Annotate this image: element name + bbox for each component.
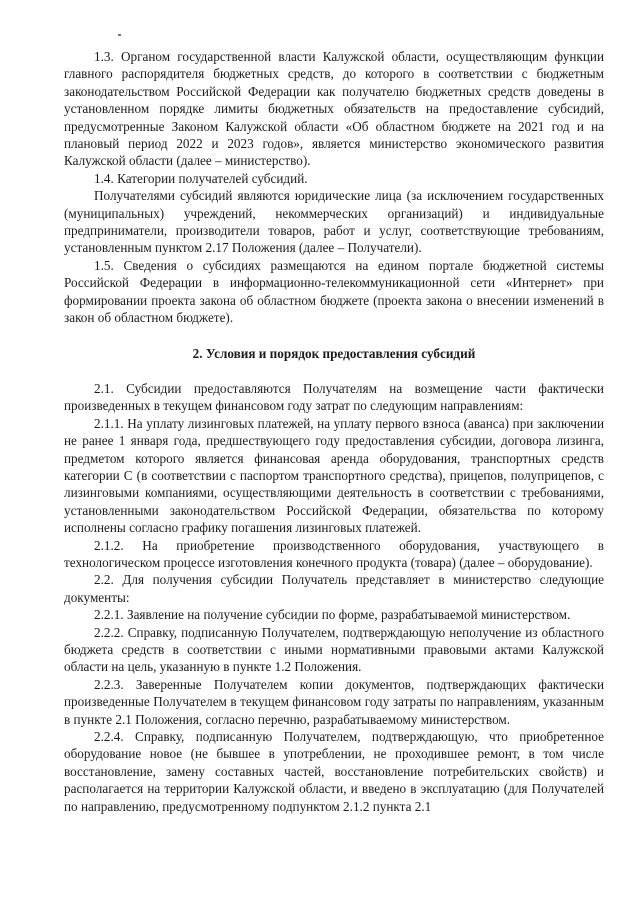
paragraph-2-1-1: 2.1.1. На уплату лизинговых платежей, на уплату первого взноса (аванса) при заключении не ранее 1 января года, предшествующего году предоставления субсидии, договора лизинга, предметом которого является финансовая аренда оборудования, транспортных средств категории С (в соответствии с паспортом транспортного средства), прицепов, полуприцепов, с лизинговыми компаниями, осуществляющими деятельность в соответствии с требованиями, установленными законодательством Российской Федерации, обязательства по которому исполнены согласно графику погашения лизинговых платежей. bbox=[64, 415, 604, 536]
paragraph-1-3: 1.3. Органом государственной власти Калужской области, осуществляющим функции главного распорядителя бюджетных средств, до которого в соответствии с бюджетным законодательством Российской Федерации как получателю бюджетных средств доведены в установленном порядке лимиты бюджетных обязательств на предоставление субсидий, предусмотренные Законом Калужской области «Об областном бюджете на 2021 год и на плановый период 2022 и 2023 годов», является министерство экономического развития Калужской области (далее – министерство). bbox=[64, 49, 604, 169]
paragraph-2-1-2: 2.1.2. На приобретение производственного оборудования, участвующего в технологическом процессе изготовления конечного продукта (товара) (далее – оборудование). bbox=[64, 537, 604, 570]
paragraph-2-2-4: 2.2.4. Справку, подписанную Получателем, подтверждающую, что приобретенное оборудование новое (не бывшее в употреблении, не проходившее ремонт, в том числе восстановление, замену составных частей, восстановление потребительских свойств) и располагается на территории Калужской области, и введено в эксплуатацию (для Получателей по направлению, предусмотренному подпунктом 2.1.2 пункта 2.1 bbox=[64, 729, 604, 814]
paragraph-2-1: 2.1. Субсидии предоставляются Получателям на возмещение части фактически произведенных в текущем финансовом году затрат по следующим направлениям: bbox=[64, 380, 604, 414]
paragraph-2-2-3: 2.2.3. Заверенные Получателем копии документов, подтверждающих фактически произведенные Получателем в текущем финансовом году затраты по направлениям, указанным в пункте 2.1 Положения, согласно перечню, разрабатываемому министерством. bbox=[64, 676, 604, 727]
paragraph-1-5: 1.5. Сведения о субсидиях размещаются на едином портале бюджетной системы Российской Федерации в информационно-телекоммуникационной сети «Интернет» при формировании проекта закона об областном бюджете (проекта закона о внесении изменений в закон об областном бюджете). bbox=[64, 257, 604, 326]
scan-mark bbox=[118, 34, 121, 36]
section-heading: 2. Условия и порядок предоставления субсидий bbox=[192, 345, 476, 361]
paragraph-2-2: 2.2. Для получения субсидии Получатель представляет в министерство следующие документы: bbox=[64, 572, 604, 605]
paragraph-1-4: 1.4. Категории получателей субсидий. bbox=[94, 170, 308, 186]
paragraph-recipients: Получателями субсидий являются юридические лица (за исключением государственных (муниципальных) учреждений, некоммерческих организаций) и индивидуальные предприниматели, производители товаров, работ и услуг, соответствующие требованиям, установленным пунктом 2.17 Положения (далее – Получатели). bbox=[64, 188, 604, 256]
paragraph-2-2-1: 2.2.1. Заявление на получение субсидии по форме, разрабатываемой министерством. bbox=[94, 607, 571, 623]
paragraph-2-2-2: 2.2.2. Справку, подписанную Получателем, подтверждающую неполучение из областного бюджета средств в соответствии с иными нормативными правовыми актами Калужской области на цель, указанную в пункте 1.2 Положения. bbox=[64, 624, 604, 675]
